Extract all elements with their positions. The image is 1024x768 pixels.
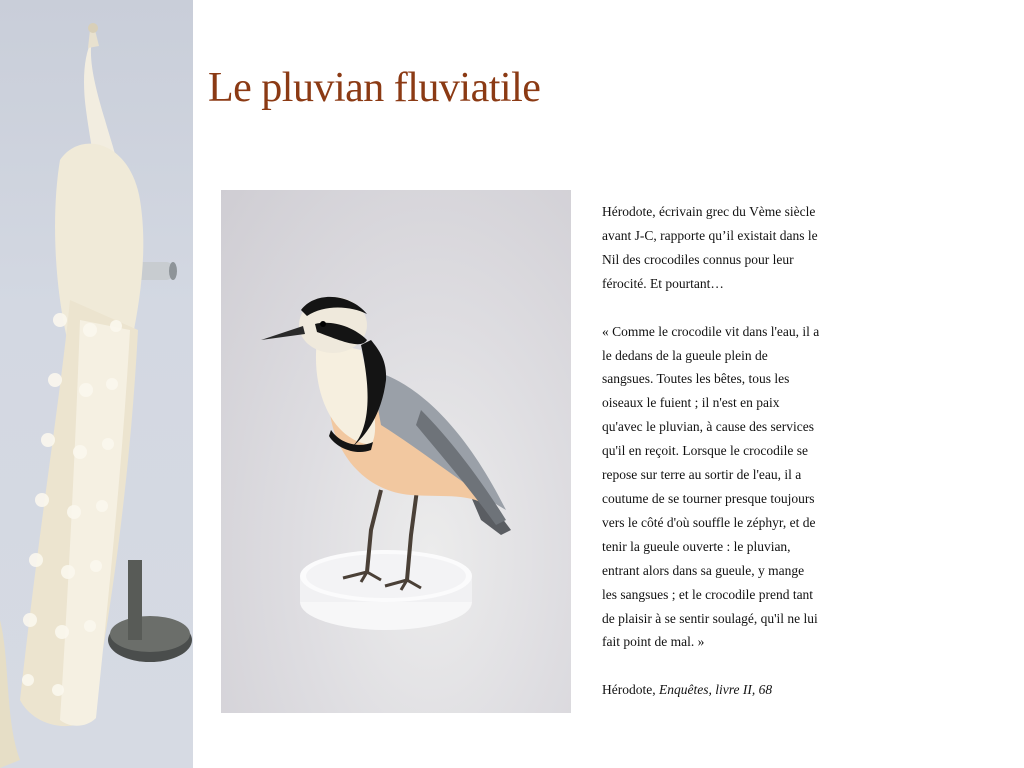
quote-line: de plaisir à se sentir soulagé, qu'il ne lui	[602, 610, 818, 626]
quote-line: sangsues. Toutes les bêtes, tous les	[602, 371, 790, 387]
white-peacock-illustration	[0, 0, 193, 768]
quote-paragraph	[602, 320, 862, 655]
intro-line: férocité. Et pourtant…	[602, 275, 724, 291]
quote-line: oiseaux le fuient ; il n'est en paix	[602, 395, 780, 411]
intro-paragraph	[602, 200, 862, 296]
quote-line: entrant alors dans sa gueule, y mange	[602, 562, 805, 578]
quote-line: qu'il en reçoit. Lorsque le crocodile se	[602, 443, 808, 459]
citation-work: Enquêtes, livre II, 68	[658, 682, 773, 698]
page-title: Le pluvian fluviatile	[208, 65, 541, 111]
intro-line: avant J-C, rapporte qu’il existait dans le	[602, 227, 818, 243]
plover-illustration	[221, 190, 571, 713]
quote-line: coutume de se tourner presque toujours	[602, 490, 815, 506]
quote-line: le dedans de la gueule plein de	[602, 347, 768, 363]
quote-line: « Comme le crocodile vit dans l'eau, il a	[602, 323, 820, 339]
quote-line: les sangsues ; et le crocodile prend tant	[602, 586, 814, 602]
quote-line: repose sur terre au sortir de l'eau, il a	[602, 467, 802, 483]
quote-line: tenir la gueule ouverte : le pluvian,	[602, 538, 791, 554]
quote-line: qu'avec le pluvian, à cause des services	[602, 419, 814, 435]
quote-line: vers le côté d'où souffle le zéphyr, et de	[602, 514, 816, 530]
white-peacock-photo	[0, 0, 193, 768]
plover-photo	[221, 190, 571, 713]
quote-line: fait point de mal. »	[602, 634, 705, 650]
citation	[602, 678, 862, 702]
citation-author: Hérodote,	[602, 682, 659, 698]
intro-line: Nil des crocodiles connus pour leur	[602, 251, 794, 267]
body-text	[602, 200, 862, 726]
intro-line: Hérodote, écrivain grec du Vème siècle	[602, 204, 816, 219]
